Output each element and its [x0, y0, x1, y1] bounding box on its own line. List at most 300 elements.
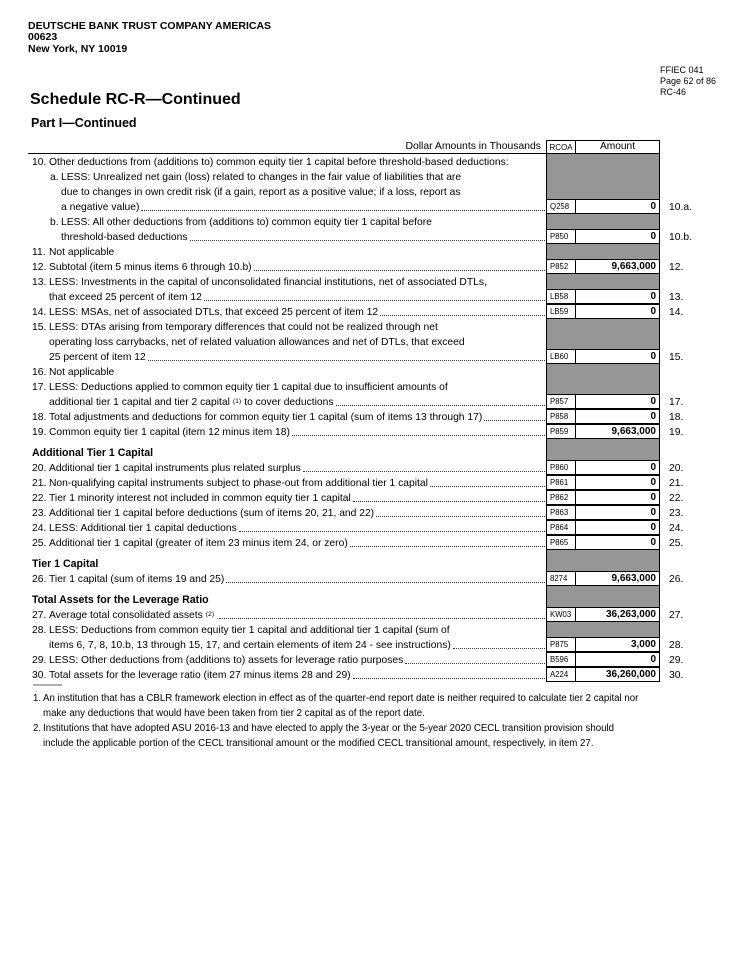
item-text-area	[28, 304, 546, 319]
form-row	[28, 475, 720, 490]
form-row	[28, 274, 720, 289]
value-cells	[546, 349, 660, 364]
value-cells	[546, 214, 660, 229]
value-cells	[546, 274, 660, 289]
item-text: items 6, 7, 8, 10.b, 13 through 15, 17, and certain elements of item 24 - see instructions)	[49, 640, 451, 651]
form-row	[28, 520, 720, 535]
dotted-leader	[254, 270, 545, 271]
form-row	[28, 622, 720, 637]
amount-column-header: Amount	[599, 141, 636, 152]
section-row	[28, 439, 720, 460]
item-ref: 12.	[669, 262, 684, 273]
shaded-empty-cell	[547, 550, 659, 571]
section-heading: Additional Tier 1 Capital	[32, 447, 154, 459]
schedule-title: Schedule RC-R—Continued	[30, 91, 241, 108]
amount-cell: 0	[650, 291, 656, 302]
item-text: Not applicable	[49, 367, 115, 378]
footnote-line: An institution that has a CBLR framework election in effect as of the quarter-end report date is neither required to calculate tier 2 capital nor	[43, 693, 639, 704]
amount-cell: 36,260,000	[605, 669, 656, 680]
item-ref	[660, 274, 720, 289]
form-row	[28, 409, 720, 424]
item-number: 25.	[32, 538, 47, 549]
shaded-empty-cell	[547, 334, 659, 349]
shaded-empty-cell	[547, 379, 659, 394]
item-text-area	[28, 394, 546, 409]
item-text: a negative value)	[61, 202, 140, 213]
mdrm-code-cell: P859	[547, 425, 576, 438]
mdrm-code-cell: LB60	[547, 350, 576, 363]
item-text-area	[28, 319, 546, 334]
item-text: LESS: Deductions from common equity tier 1 capital and additional tier 1 capital (sum of	[49, 625, 450, 636]
item-text-area	[28, 274, 546, 289]
item-text: Not applicable	[49, 247, 115, 258]
item-text: LESS: MSAs, net of associated DTLs, that exceed 25 percent of item 12	[49, 307, 379, 318]
dotted-leader	[141, 210, 545, 211]
item-text: Other deductions from (additions to) common equity tier 1 capital before threshold-based deductions:	[49, 157, 509, 168]
item-number: 17.	[32, 382, 47, 393]
item-text: LESS: All other deductions from (additions to) common equity tier 1 capital before	[61, 217, 432, 228]
item-ref: 14.	[669, 307, 684, 318]
item-number: 15.	[32, 322, 47, 333]
form-row	[28, 652, 720, 667]
form-row	[28, 667, 720, 682]
value-cells	[546, 409, 660, 424]
amount-cell: 0	[650, 507, 656, 518]
footnote-ref: (2)	[205, 611, 215, 618]
form-row	[28, 460, 720, 475]
item-number: 29.	[32, 655, 47, 666]
dollar-amounts-label: Dollar Amounts in Thousands	[405, 141, 541, 152]
amount-cell: 0	[650, 306, 656, 317]
bank-address: New York, NY 10019	[28, 42, 128, 55]
shaded-empty-cell	[547, 169, 659, 184]
value-cells	[546, 379, 660, 394]
form-type: FFIEC 041	[660, 65, 704, 75]
item-text-area	[28, 169, 546, 184]
dotted-leader	[148, 360, 545, 361]
form-row	[28, 535, 720, 550]
value-cells	[546, 667, 660, 682]
item-ref: 10.a.	[669, 202, 692, 213]
item-text-area	[28, 475, 546, 490]
section-row	[28, 550, 720, 571]
item-ref	[660, 622, 720, 637]
item-ref: 21.	[669, 478, 684, 489]
mdrm-code-cell: KW03	[547, 608, 576, 621]
item-number: 28.	[32, 625, 47, 636]
value-cells	[546, 154, 660, 169]
mdrm-code-cell: P857	[547, 395, 576, 408]
mdrm-code-cell: P852	[547, 260, 576, 273]
item-text: threshold-based deductions	[61, 232, 188, 243]
mdrm-code-cell: Q258	[547, 200, 576, 213]
item-ref	[660, 439, 720, 460]
form-row	[28, 169, 720, 184]
dotted-leader	[292, 435, 545, 436]
item-text: LESS: Deductions applied to common equity tier 1 capital due to insufficient amounts of	[49, 382, 448, 393]
mdrm-code-cell: P858	[547, 410, 576, 423]
mdrm-code-cell: P865	[547, 536, 576, 549]
dotted-leader	[336, 405, 546, 406]
shaded-empty-cell	[547, 154, 659, 169]
form-row	[28, 259, 720, 274]
form-row	[28, 319, 720, 334]
form-row	[28, 379, 720, 394]
dollar-amounts-label-cell	[28, 140, 546, 154]
value-cells	[546, 550, 660, 571]
item-ref	[660, 586, 720, 607]
form-meta-block	[660, 65, 716, 98]
amount-cell: 0	[650, 231, 656, 242]
amount-cell: 0	[650, 537, 656, 548]
amount-cell: 0	[650, 477, 656, 488]
form-row	[28, 184, 720, 199]
form-row	[28, 349, 720, 364]
item-text-area	[28, 349, 546, 364]
item-text-area	[28, 244, 546, 259]
item-text: additional tier 1 capital and tier 2 capital	[49, 397, 230, 408]
item-ref: 18.	[669, 412, 684, 423]
amount-cell: 0	[650, 201, 656, 212]
item-text-area	[28, 364, 546, 379]
shaded-empty-cell	[547, 244, 659, 259]
shaded-empty-cell	[547, 586, 659, 607]
item-number: 20.	[32, 463, 47, 474]
form-row	[28, 364, 720, 379]
item-text-area	[28, 637, 546, 652]
amount-cell: 9,663,000	[611, 573, 656, 584]
value-cells	[546, 637, 660, 652]
bank-letterhead	[28, 21, 271, 55]
section-row	[28, 586, 720, 607]
item-ref	[660, 244, 720, 259]
schedule-table	[28, 140, 720, 682]
item-text: LESS: Additional tier 1 capital deductions	[49, 523, 237, 534]
bank-id: 00623	[28, 31, 58, 44]
dotted-leader	[380, 315, 545, 316]
item-text-area	[28, 259, 546, 274]
item-text-area	[28, 535, 546, 550]
footnotes	[33, 684, 638, 751]
section-heading: Total Assets for the Leverage Ratio	[32, 594, 209, 606]
item-text: Tier 1 minority interest not included in common equity tier 1 capital	[49, 493, 351, 504]
item-text-area	[28, 154, 546, 169]
form-row	[28, 244, 720, 259]
item-number: b.	[50, 217, 59, 228]
value-cells	[546, 199, 660, 214]
item-number: a.	[50, 172, 59, 183]
item-text-continued: to cover deductions	[244, 397, 334, 408]
value-cells	[546, 607, 660, 622]
value-cells	[546, 475, 660, 490]
item-text-area	[28, 439, 546, 460]
item-number: 11.	[32, 247, 46, 258]
dotted-leader	[303, 471, 545, 472]
value-cells	[546, 439, 660, 460]
amount-cell: 3,000	[630, 639, 656, 650]
mdrm-code-cell: P864	[547, 521, 576, 534]
item-ref	[660, 319, 720, 334]
value-cells	[546, 169, 660, 184]
footnote-number: 2.	[33, 723, 42, 734]
item-ref: 26.	[669, 574, 684, 585]
amount-cell: 0	[650, 522, 656, 533]
item-number: 19.	[32, 427, 47, 438]
amount-cell: 9,663,000	[611, 426, 656, 437]
value-cells	[546, 229, 660, 244]
item-text: LESS: Unrealized net gain (loss) related to changes in the fair value of liabilities that are	[61, 172, 462, 183]
item-text: Additional tier 1 capital instruments plus related surplus	[49, 463, 301, 474]
dotted-leader	[350, 546, 545, 547]
mdrm-code-cell: LB58	[547, 290, 576, 303]
item-text-area	[28, 586, 546, 607]
value-cells	[546, 244, 660, 259]
footnote-text	[43, 691, 638, 721]
value-cells	[546, 460, 660, 475]
amount-cell: 0	[650, 411, 656, 422]
item-ref: 25.	[669, 538, 684, 549]
item-ref: 17.	[669, 397, 684, 408]
item-text: Additional tier 1 capital (greater of item 23 minus item 24, or zero)	[49, 538, 348, 549]
footnote-text	[43, 721, 614, 751]
item-ref: 29.	[669, 655, 684, 666]
item-text-area	[28, 667, 546, 682]
value-cells	[546, 652, 660, 667]
item-number: 12.	[32, 262, 47, 273]
item-ref	[660, 214, 720, 229]
amount-cell: 0	[650, 492, 656, 503]
item-number: 23.	[32, 508, 47, 519]
item-text-area	[28, 652, 546, 667]
item-number: 13.	[32, 277, 47, 288]
page-number: Page 62 of 86	[660, 76, 717, 86]
dotted-leader	[226, 582, 545, 583]
value-cells	[546, 259, 660, 274]
item-ref	[660, 184, 720, 199]
value-cells	[546, 394, 660, 409]
item-text-area	[28, 622, 546, 637]
item-number: 10.	[32, 157, 47, 168]
amount-cell: 0	[650, 462, 656, 473]
value-cells	[546, 535, 660, 550]
shaded-empty-cell	[547, 439, 659, 460]
item-text: 25 percent of item 12	[49, 352, 146, 363]
item-text: LESS: Other deductions from (additions to) assets for leverage ratio purposes	[49, 655, 404, 666]
form-row	[28, 229, 720, 244]
item-text: Additional tier 1 capital before deductions (sum of items 20, 21, and 22)	[49, 508, 375, 519]
dotted-leader	[239, 531, 545, 532]
value-cells	[546, 505, 660, 520]
footnote-divider	[33, 684, 62, 686]
footnote-line: include the applicable portion of the CECL transitional amount or the modified CECL transitional amount, respectively, in item 27.	[43, 738, 594, 749]
item-text: Subtotal (item 5 minus items 6 through 10.b)	[49, 262, 252, 273]
item-ref: 15.	[669, 352, 684, 363]
item-ref	[660, 334, 720, 349]
shaded-empty-cell	[547, 364, 659, 379]
mdrm-code-cell: P850	[547, 230, 576, 243]
item-text-area	[28, 505, 546, 520]
item-number: 21.	[32, 478, 47, 489]
bank-name: DEUTSCHE BANK TRUST COMPANY AMERICAS	[28, 20, 272, 32]
item-ref: 10.b.	[669, 232, 692, 243]
item-text-area	[28, 214, 546, 229]
item-text: LESS: DTAs arising from temporary differences that could not be realized through net	[49, 322, 438, 333]
item-text-area	[28, 184, 546, 199]
value-cells	[546, 622, 660, 637]
dotted-leader	[430, 486, 545, 487]
value-cells	[546, 571, 660, 586]
form-row	[28, 637, 720, 652]
mdrm-code-cell: P862	[547, 491, 576, 504]
dotted-leader	[204, 300, 545, 301]
item-ref	[660, 550, 720, 571]
value-cells	[546, 586, 660, 607]
item-ref	[660, 169, 720, 184]
dotted-leader	[405, 663, 545, 664]
amount-cell: 36,263,000	[605, 609, 656, 620]
item-ref	[660, 154, 720, 169]
value-cells	[546, 334, 660, 349]
item-text: operating loss carrybacks, net of related valuation allowances and net of DTLs, that exceed	[49, 337, 465, 348]
mdrm-code-cell: A224	[547, 668, 576, 681]
item-ref-spacer	[660, 140, 720, 154]
dotted-leader	[219, 618, 545, 619]
form-row	[28, 607, 720, 622]
value-cells	[546, 319, 660, 334]
value-cells	[546, 289, 660, 304]
item-number: 14.	[32, 307, 47, 318]
value-cells	[546, 490, 660, 505]
item-ref: 13.	[669, 292, 684, 303]
form-row	[28, 505, 720, 520]
item-number: 30.	[32, 670, 47, 681]
value-cells	[546, 364, 660, 379]
dotted-leader	[353, 501, 545, 502]
value-cells	[546, 184, 660, 199]
mdrm-code-cell: P875	[547, 638, 576, 651]
item-text-area	[28, 607, 546, 622]
item-text-area	[28, 571, 546, 586]
form-row	[28, 424, 720, 439]
item-ref: 20.	[669, 463, 684, 474]
item-text: Total adjustments and deductions for common equity tier 1 capital (sum of items 13 through 17)	[49, 412, 483, 423]
item-number: 24.	[32, 523, 47, 534]
part-subtitle: Part I—Continued	[31, 116, 137, 130]
value-cells	[546, 520, 660, 535]
form-row	[28, 214, 720, 229]
footnote-ref: (1)	[232, 398, 242, 405]
footnote	[33, 691, 638, 721]
item-text-area	[28, 424, 546, 439]
item-text: Tier 1 capital (sum of items 19 and 25)	[49, 574, 225, 585]
item-number: 27.	[32, 610, 47, 621]
dotted-leader	[484, 420, 545, 421]
item-text-area	[28, 379, 546, 394]
item-text: Non-qualifying capital instruments subject to phase-out from additional tier 1 capital	[49, 478, 428, 489]
item-text: due to changes in own credit risk (if a gain, report as a positive value; if a loss, report as	[61, 187, 461, 198]
item-ref: 30.	[669, 670, 684, 681]
item-text-area	[28, 490, 546, 505]
item-number: 18.	[32, 412, 47, 423]
shaded-empty-cell	[547, 622, 659, 637]
form-body	[28, 154, 720, 682]
form-row	[28, 394, 720, 409]
footnote-line: Institutions that have adopted ASU 2016-13 and have elected to apply the 3-year or the 5-year 2020 CECL transition provision should	[43, 723, 615, 734]
mdrm-code-cell: P861	[547, 476, 576, 489]
item-text-area	[28, 520, 546, 535]
dotted-leader	[353, 678, 545, 679]
amount-cell: 9,663,000	[611, 261, 656, 272]
item-text: Average total consolidated assets	[49, 610, 203, 621]
item-text: Common equity tier 1 capital (item 12 minus item 18)	[49, 427, 290, 438]
item-number: 22.	[32, 493, 47, 504]
dotted-leader	[190, 240, 545, 241]
form-row	[28, 154, 720, 169]
mdrm-code-cell: P863	[547, 506, 576, 519]
item-text: LESS: Investments in the capital of unconsolidated financial institutions, net of associated DTLs,	[49, 277, 487, 288]
item-text-area	[28, 550, 546, 571]
item-ref: 27.	[669, 610, 684, 621]
form-row	[28, 334, 720, 349]
value-cells	[546, 304, 660, 319]
form-row	[28, 304, 720, 319]
amount-cell: 0	[650, 351, 656, 362]
item-text-area	[28, 334, 546, 349]
shaded-empty-cell	[547, 214, 659, 229]
item-text: Total assets for the leverage ratio (item 27 minus items 28 and 29)	[49, 670, 351, 681]
item-ref	[660, 364, 720, 379]
item-number: 26.	[32, 574, 47, 585]
item-text-area	[28, 289, 546, 304]
item-number: 16.	[32, 367, 47, 378]
value-cells	[546, 424, 660, 439]
amount-cell: 0	[650, 396, 656, 407]
amount-cell: 0	[650, 654, 656, 665]
form-row	[28, 289, 720, 304]
footnote-list	[33, 691, 638, 751]
form-row	[28, 199, 720, 214]
item-ref: 23.	[669, 508, 684, 519]
item-ref: 28.	[669, 640, 684, 651]
shaded-empty-cell	[547, 319, 659, 334]
item-ref: 24.	[669, 523, 684, 534]
footnote-line: make any deductions that would have been taken from tier 2 capital as of the report date.	[43, 708, 425, 719]
item-text: that exceed 25 percent of item 12	[49, 292, 202, 303]
item-text-area	[28, 460, 546, 475]
form-row	[28, 571, 720, 586]
code-column-header: RCOA	[547, 141, 576, 153]
mdrm-code-cell: P860	[547, 461, 576, 474]
item-text-area	[28, 409, 546, 424]
item-text-area	[28, 199, 546, 214]
mdrm-code-cell: 8274	[547, 572, 576, 585]
footnote	[33, 721, 638, 751]
shaded-empty-cell	[547, 184, 659, 199]
item-text-area	[28, 229, 546, 244]
table-header-row	[28, 140, 720, 154]
mdrm-code-cell: B596	[547, 653, 576, 666]
schedule-page-ref: RC-46	[660, 87, 687, 97]
shaded-empty-cell	[547, 274, 659, 289]
table-header-cells	[546, 140, 660, 154]
mdrm-code-cell: LB59	[547, 305, 576, 318]
section-heading: Tier 1 Capital	[32, 558, 99, 570]
form-row	[28, 490, 720, 505]
dotted-leader	[453, 648, 545, 649]
dotted-leader	[376, 516, 545, 517]
footnote-number: 1.	[33, 693, 42, 704]
item-ref: 19.	[669, 427, 684, 438]
